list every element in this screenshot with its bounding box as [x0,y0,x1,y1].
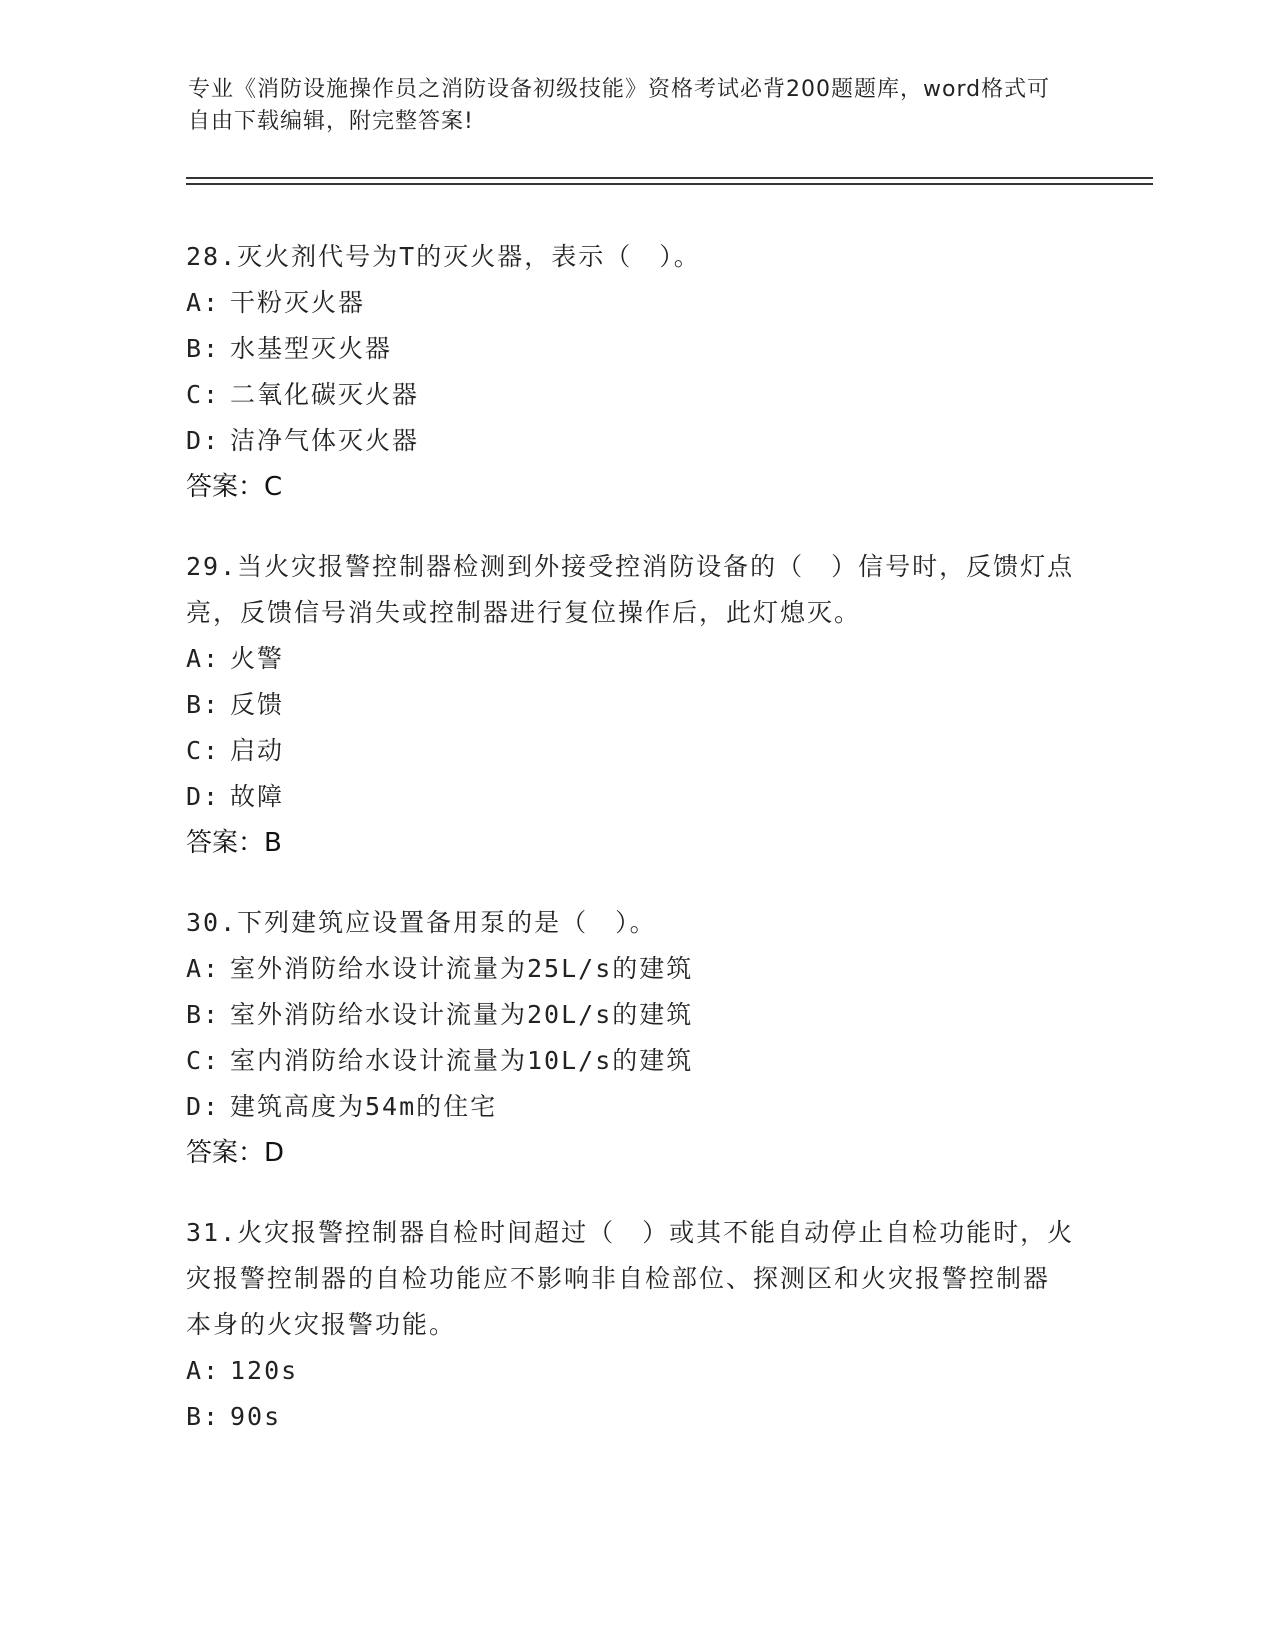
option-letter: C: [186,1046,221,1075]
option-b [186,326,1086,372]
question-stem: 28.灭火剂代号为T的灭火器，表示（ ）。 [186,242,701,271]
option-b [186,682,1086,728]
answer-line: 答案：C [186,472,283,502]
option-text: 反馈 [230,690,285,719]
question-list [186,234,1086,1474]
option-letter: A: [186,644,221,673]
option-c [186,1038,1086,1084]
option-d [186,418,1086,464]
option-text: 故障 [230,782,285,811]
answer-line: 答案：D [186,1138,285,1168]
option-text: 启动 [230,736,285,765]
option-letter: A: [186,954,221,983]
option-letter: B: [186,690,221,719]
option-d [186,774,1086,820]
option-text: 二氧化碳灭火器 [230,380,420,409]
document-header: 专业《消防设施操作员之消防设备初级技能》资格考试必背200题题库，word格式可自由下载编辑，附完整答案! [188,77,1051,134]
option-text: 水基型灭火器 [230,334,393,363]
option-letter: D: [186,782,221,811]
option-text: 洁净气体灭火器 [230,426,420,455]
option-letter: B: [186,1000,221,1029]
option-c [186,728,1086,774]
option-text: 120s [230,1356,299,1385]
option-letter: A: [186,288,221,317]
option-text: 室外消防给水设计流量为20L/s的建筑 [230,1000,694,1029]
option-a [186,946,1086,992]
option-letter: B: [186,334,221,363]
option-a [186,636,1086,682]
question-stem: 31.火灾报警控制器自检时间超过（ ）或其不能自动停止自检功能时，火灾报警控制器的自检功能应不影响非自检部位、探测区和火灾报警控制器本身的火灾报警功能。 [186,1218,1075,1339]
option-b [186,1394,1086,1440]
question-29 [186,544,1086,866]
option-text: 干粉灭火器 [230,288,366,317]
question-stem: 29.当火灾报警控制器检测到外接受控消防设备的（ ）信号时，反馈灯点亮，反馈信号消失或控制器进行复位操作后，此灯熄灭。 [186,552,1075,627]
header-divider-bottom [186,183,1153,185]
question-28 [186,234,1086,510]
option-text: 建筑高度为54m的住宅 [230,1092,498,1121]
option-text: 室内消防给水设计流量为10L/s的建筑 [230,1046,694,1075]
question-stem: 30.下列建筑应设置备用泵的是（ ）。 [186,908,657,937]
option-c [186,372,1086,418]
option-b [186,992,1086,1038]
option-letter: C: [186,380,221,409]
option-text: 室外消防给水设计流量为25L/s的建筑 [230,954,694,983]
option-d [186,1084,1086,1130]
header-divider-top [186,177,1153,179]
option-text: 火警 [230,644,285,673]
question-31 [186,1210,1086,1440]
option-letter: D: [186,426,221,455]
option-letter: A: [186,1356,221,1385]
option-a [186,280,1086,326]
option-letter: D: [186,1092,221,1121]
question-30 [186,900,1086,1176]
answer-line: 答案：B [186,828,282,858]
option-text: 90s [230,1402,282,1431]
option-letter: C: [186,736,221,765]
option-a [186,1348,1086,1394]
option-letter: B: [186,1402,221,1431]
